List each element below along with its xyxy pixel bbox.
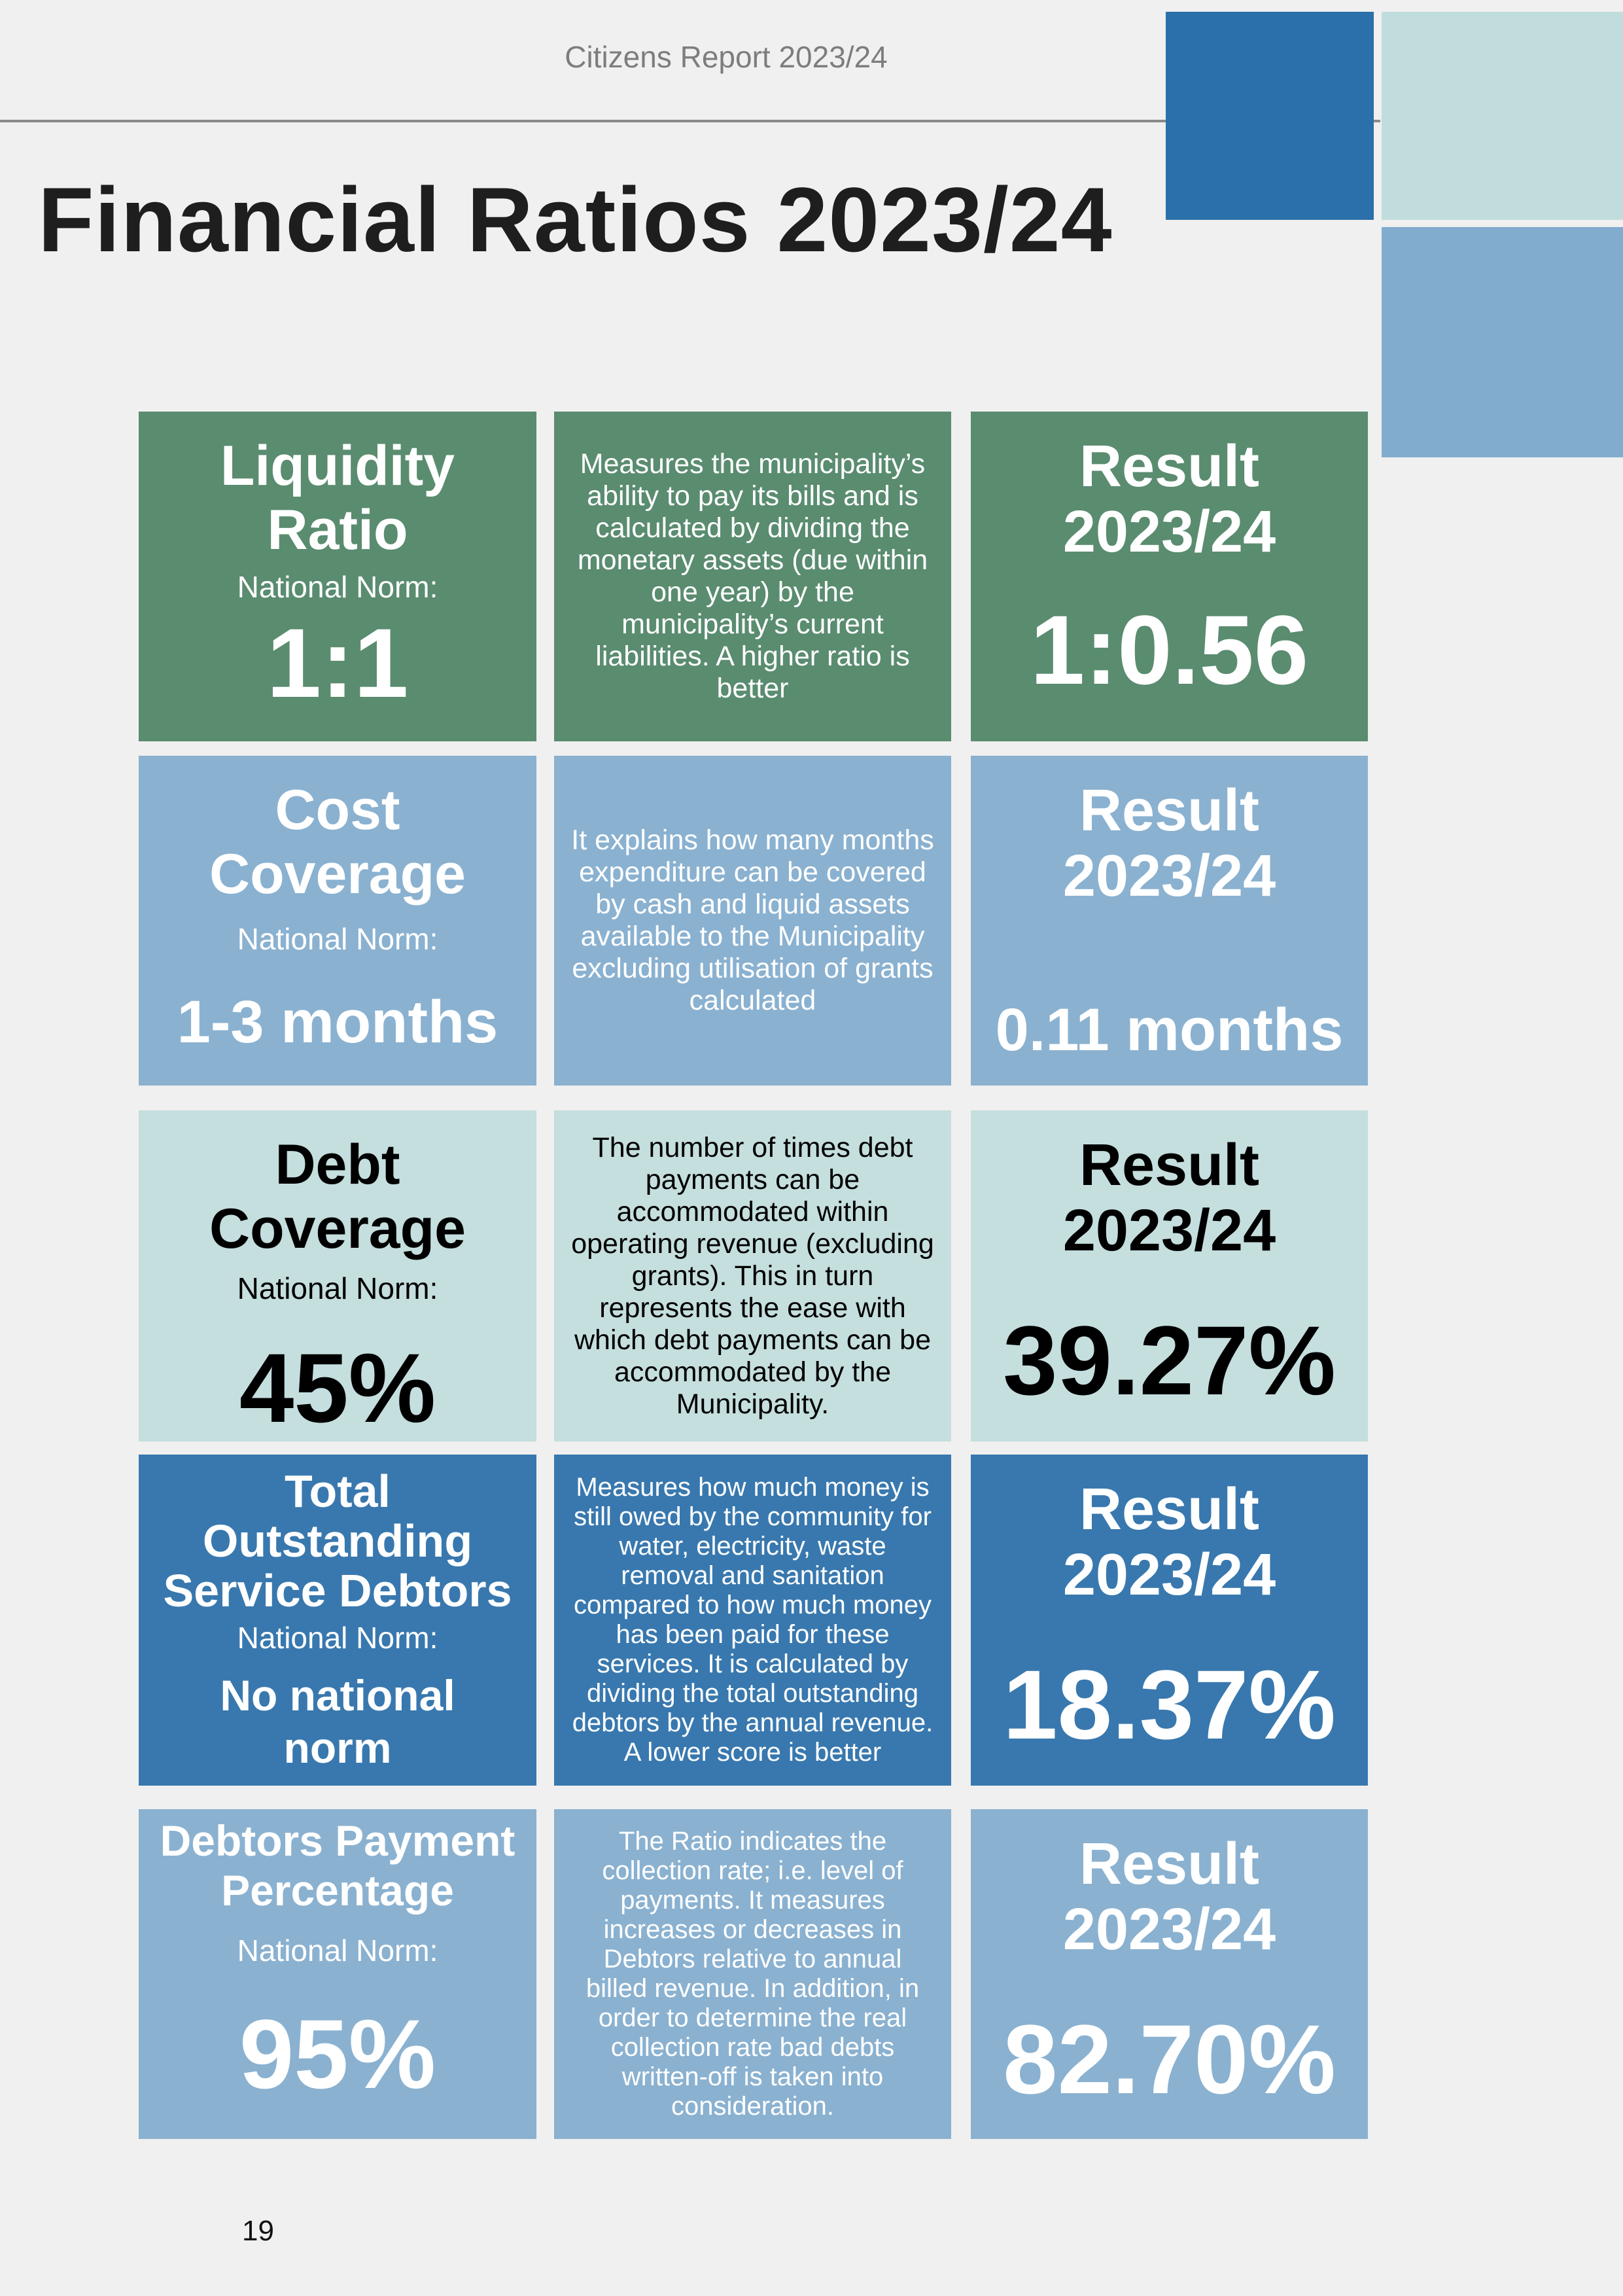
national-norm-label: National Norm: — [237, 570, 438, 604]
national-norm-value: 45% — [239, 1333, 436, 1443]
result-value: 82.70% — [1003, 2004, 1336, 2114]
ratio-debtors-payment-result-cell — [971, 1809, 1368, 2139]
ratio-debt-coverage-result-cell — [971, 1110, 1368, 1441]
ratio-name: Debtors Payment Percentage — [160, 1816, 515, 1915]
ratio-debt-coverage-description: The number of times debt payments can be accommodated within operating revenue (excluding grants). This in turn represents the ease with which debt payments can be accommodated by the Municipality. — [554, 1110, 951, 1441]
result-label: Result 2023/24 — [1062, 434, 1276, 565]
ratio-cost-coverage-name-cell — [139, 756, 536, 1086]
ratio-outstanding-debtors-name-cell — [139, 1455, 536, 1786]
result-value: 39.27% — [1003, 1305, 1336, 1415]
ratio-liquidity-name-cell — [139, 412, 536, 741]
ratio-name: Total Outstanding Service Debtors — [163, 1466, 512, 1616]
ratio-name: Debt Coverage — [209, 1133, 466, 1260]
ratio-liquidity-description: Measures the municipality’s ability to pay its bills and is calculated by dividing the monetary assets (due within one year) by the municipality’s current liabilities. A higher ratio is better — [554, 412, 951, 741]
national-norm-value: 95% — [239, 1999, 436, 2109]
national-norm-value: 1:1 — [266, 608, 409, 718]
result-label: Result 2023/24 — [1062, 1831, 1276, 1962]
ratio-name: Cost Coverage — [209, 779, 466, 906]
result-value: 1:0.56 — [1030, 595, 1309, 705]
ratio-cost-coverage-result-cell — [971, 756, 1368, 1086]
ratio-outstanding-debtors-description: Measures how much money is still owed by the community for water, electricity, waste removal and sanitation compared to how much money has been paid for these services. It is calculated by dividing the total outstanding debtors by the annual revenue. A lower score is better — [554, 1455, 951, 1786]
ratio-liquidity-result-cell — [971, 412, 1368, 741]
decorative-square-dark-blue — [1166, 12, 1374, 220]
result-label: Result 2023/24 — [1062, 1133, 1276, 1263]
page-title: Financial Ratios 2023/24 — [38, 168, 1113, 271]
ratio-debtors-payment-description: The Ratio indicates the collection rate; i.e. level of payments. It measures increases or decreases in Debtors relative to annual billed revenue. In addition, in order to determine the real collection rate bad debts written-off is taken into consideration. — [554, 1809, 951, 2139]
decorative-square-light-blue — [1382, 227, 1623, 457]
national-norm-value: 1-3 months — [177, 989, 498, 1055]
ratio-outstanding-debtors-result-cell — [971, 1455, 1368, 1786]
report-header-title: Citizens Report 2023/24 — [565, 40, 888, 74]
ratio-debtors-payment-name-cell — [139, 1809, 536, 2139]
decorative-square-mint — [1382, 12, 1623, 220]
result-label: Result 2023/24 — [1062, 1477, 1276, 1608]
national-norm-value: No national norm — [220, 1671, 455, 1772]
ratio-cost-coverage-description: It explains how many months expenditure can be covered by cash and liquid assets available to the Municipality excluding utilisation of grants calculated — [554, 756, 951, 1086]
national-norm-label: National Norm: — [237, 1271, 438, 1305]
national-norm-label: National Norm: — [237, 922, 438, 956]
national-norm-label: National Norm: — [237, 1621, 438, 1655]
result-value: 18.37% — [1003, 1650, 1336, 1759]
page-number: 19 — [242, 2215, 274, 2247]
ratio-debt-coverage-name-cell — [139, 1110, 536, 1441]
result-value: 0.11 months — [995, 997, 1344, 1063]
national-norm-label: National Norm: — [237, 1934, 438, 1968]
ratio-name: Liquidity Ratio — [220, 434, 455, 561]
result-label: Result 2023/24 — [1062, 778, 1276, 909]
